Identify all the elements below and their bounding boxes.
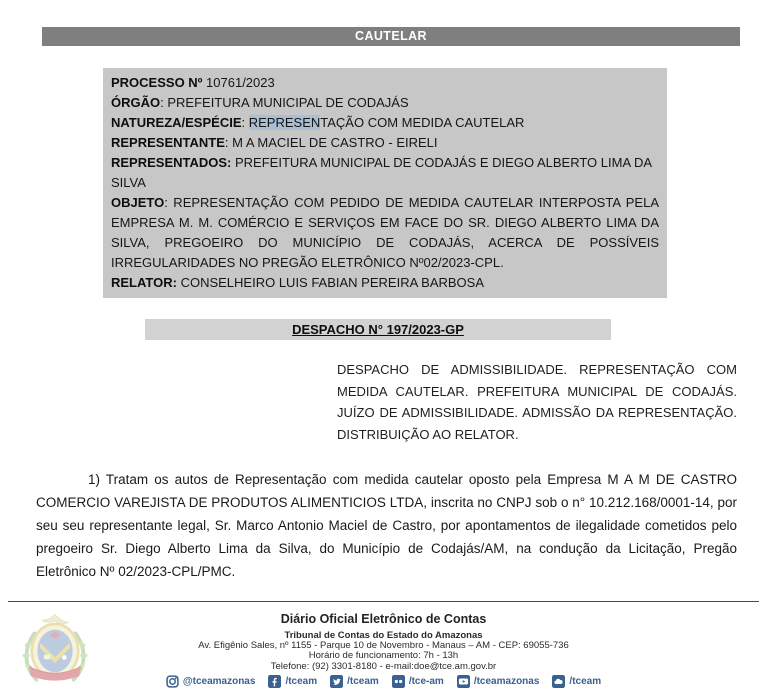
- social-handle: /tceam: [569, 676, 602, 687]
- social-facebook: [268, 675, 317, 688]
- social-youtube: [457, 675, 540, 688]
- field-label: ÓRGÃO: [111, 95, 161, 110]
- footer-divider: [8, 601, 759, 602]
- footer-phone-email: Telefone: (92) 3301-8180 - e-mail:doe@tce.am.gov.br: [270, 660, 497, 672]
- footer-social-row: [0, 675, 767, 688]
- social-twitter: [330, 675, 379, 688]
- process-field-orgao: [111, 93, 659, 113]
- process-field-natureza: [111, 113, 659, 133]
- process-field-representados: [111, 153, 659, 193]
- footer-address: Av. Efigênio Sales, nº 1155 - Parque 10 de Novembro - Manaus – AM - CEP: 69055-736: [198, 640, 569, 651]
- social-handle: /tceamazonas: [473, 676, 540, 687]
- social-handle: /tceam: [347, 676, 379, 687]
- field-value: : M A MACIEL DE CASTRO - EIRELI: [224, 135, 438, 150]
- field-value: PREFEITURA MUNICIPAL DE CODAJÁS E DIEGO ALBERTO LIMA DA SILVA: [111, 155, 652, 190]
- field-label: NATUREZA/ESPÉCIE: [111, 115, 242, 130]
- field-label: REPRESENTADOS:: [111, 155, 232, 170]
- field-label: REPRESENTANTE: [111, 135, 225, 150]
- process-field-objeto: [111, 193, 659, 273]
- instagram-icon: [166, 675, 179, 688]
- social-handle: /tce-am: [408, 676, 444, 687]
- process-info-box: [103, 68, 667, 298]
- field-label: PROCESSO Nº: [111, 75, 203, 90]
- process-field-processo: [111, 73, 659, 93]
- footer-hours: Horário de funcionamento: 7h - 13h: [308, 650, 459, 662]
- soundcloud-icon: [552, 675, 565, 688]
- search-highlight: REPRESEN: [248, 115, 321, 130]
- field-label: OBJETO: [111, 195, 165, 210]
- facebook-icon: [268, 675, 281, 688]
- social-handle: /tceam: [285, 676, 318, 687]
- footer-org-name: Tribunal de Contas do Estado do Amazonas: [284, 630, 483, 641]
- field-value: : PREFEITURA MUNICIPAL DE CODAJÁS: [160, 95, 409, 110]
- ementa-block: DESPACHO DE ADMISSIBILIDADE. REPRESENTAÇÃO COM MEDIDA CAUTELAR. PREFEITURA MUNICIPAL DE CODAJÁS. JUÍZO DE ADMISSIBILIDADE. ADMISSÃO DA REPRESENTAÇÃO. DISTRIBUIÇÃO AO RELATOR.: [337, 362, 737, 442]
- social-flickr: [392, 675, 444, 688]
- footer-title: Diário Oficial Eletrônico de Contas: [280, 612, 487, 626]
- social-soundcloud: [552, 675, 601, 688]
- flickr-icon: [392, 675, 405, 688]
- social-instagram: [166, 675, 256, 688]
- field-value: : REPRESENTAÇÃO COM PEDIDO DE MEDIDA CAUTELAR INTERPOSTA PELA EMPRESA M. M. COMÉRCIO E SERVIÇOS EM FACE DO SR. DIEGO ALBERTO LIMA DA SILVA, PREGOEIRO DO MUNICÍPIO DE CODAJÁS, ACERCA DE POSSÍVEIS IRREGULARIDADES NO PREGÃO ELETRÔNICO Nº02/2023-CPL.: [111, 195, 659, 270]
- youtube-icon: [457, 675, 470, 688]
- body-paragraph: 1) Tratam os autos de Representação com medida cautelar oposto pela Empresa M A M DE CASTRO COMERCIO VAREJISTA DE PRODUTOS ALIMENTICIOS LTDA, inscrita no CNPJ sob o n° 10.212.168/0001-14, por seu seu representante legal, Sr. Marco Antonio Maciel de Castro, por apontamentos de ilegalidade cometidos pelo pregoeiro Sr. Diego Alberto Lima da Silva, do Município de Codajás/AM, na condução da Licitação, Pregão Eletrônico Nº 02/2023-CPL/PMC.: [36, 472, 737, 579]
- twitter-icon: [330, 675, 343, 688]
- process-field-relator: [111, 273, 659, 293]
- field-label: RELATOR:: [111, 275, 177, 290]
- cautelar-banner: CAUTELAR: [42, 27, 740, 46]
- field-value: CONSELHEIRO LUIS FABIAN PEREIRA BARBOSA: [176, 275, 485, 290]
- process-field-representante: [111, 133, 659, 153]
- despacho-title: DESPACHO N° 197/2023-GP: [292, 322, 464, 337]
- despacho-title-bar: [145, 319, 611, 340]
- field-value: TAÇÃO COM MEDIDA CAUTELAR: [320, 115, 525, 130]
- footer-info: [0, 611, 767, 672]
- field-value: 10761/2023: [202, 75, 275, 90]
- field-value: :: [241, 115, 249, 130]
- social-handle: @tceamazonas: [182, 676, 256, 687]
